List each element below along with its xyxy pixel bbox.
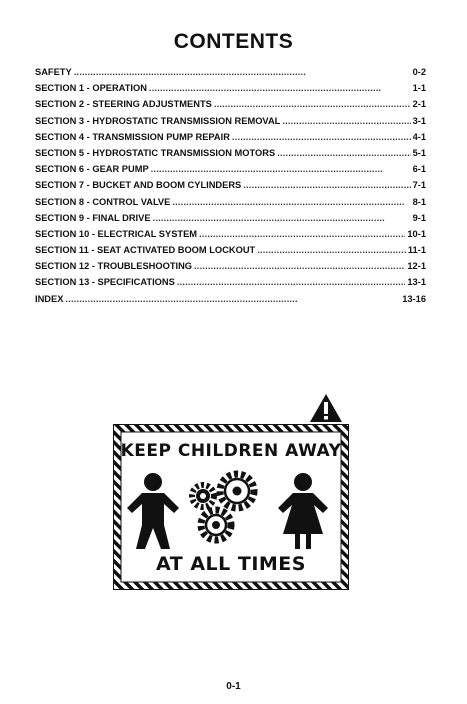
toc-entry[interactable] (35, 67, 426, 83)
toc-entry[interactable] (35, 245, 426, 261)
toc-entry-label: SECTION 4 - TRANSMISSION PUMP REPAIR (35, 131, 230, 142)
toc-entry[interactable] (35, 116, 426, 132)
toc-entry-page: 7-1 (412, 180, 426, 191)
toc-dot-leader (232, 132, 411, 142)
sign-text-line1: KEEP CHILDREN AWAY (120, 441, 342, 461)
toc-entry-label: SAFETY (35, 67, 72, 77)
toc-dot-leader (65, 294, 400, 304)
toc-dot-leader (214, 99, 411, 109)
toc-dot-leader (177, 277, 406, 287)
toc-entry-label: SECTION 10 - ELECTRICAL SYSTEM (35, 228, 198, 239)
toc-entry[interactable] (35, 229, 426, 245)
toc-dot-leader (149, 83, 411, 93)
toc-entry-label: INDEX (35, 293, 64, 304)
toc-entry-page: 12-1 (407, 261, 426, 272)
toc-dot-leader (151, 164, 411, 174)
toc-entry-page: 11-1 (407, 245, 426, 256)
toc-dot-leader (199, 229, 405, 239)
toc-entry[interactable] (35, 294, 426, 310)
toc-entry[interactable] (35, 277, 426, 293)
toc-entry-page: 9-1 (412, 212, 426, 223)
toc-dot-leader (194, 261, 405, 271)
sign-text-line2: AT ALL TIMES (156, 553, 306, 575)
toc-entry[interactable] (35, 197, 426, 213)
toc-entry[interactable] (35, 83, 426, 99)
toc-entry-label: SECTION 1 - OPERATION (35, 83, 147, 94)
toc-dot-leader (243, 180, 410, 190)
toc-entry[interactable] (35, 213, 426, 229)
toc-dot-leader (282, 116, 410, 126)
toc-entry-label: SECTION 9 - FINAL DRIVE (35, 212, 151, 223)
toc-entry[interactable] (35, 180, 426, 196)
toc-entry-page: 1-1 (412, 83, 426, 94)
toc-entry-label: SECTION 6 - GEAR PUMP (35, 164, 149, 175)
toc-entry[interactable] (35, 99, 426, 115)
keep-children-away-sign (113, 424, 349, 590)
toc-entry-page: 13-16 (402, 293, 426, 304)
toc-entry-label: SECTION 3 - HYDROSTATIC TRANSMISSION REMOVAL (35, 115, 281, 126)
toc-entry-page: 13-1 (407, 277, 426, 288)
table-of-contents (35, 67, 426, 310)
toc-dot-leader (153, 213, 411, 223)
toc-entry-label: SECTION 7 - BUCKET AND BOOM CYLINDERS (35, 180, 242, 191)
toc-entry[interactable] (35, 164, 426, 180)
toc-entry-label: SECTION 11 - SEAT ACTIVATED BOOM LOCKOUT (35, 245, 256, 256)
toc-dot-leader (74, 67, 411, 77)
toc-dot-leader (277, 148, 410, 158)
toc-entry[interactable] (35, 148, 426, 164)
toc-entry-label: SECTION 13 - SPECIFICATIONS (35, 277, 175, 288)
page-number: 0-1 (226, 681, 241, 692)
toc-dot-leader (172, 197, 410, 207)
toc-entry-page: 5-1 (412, 147, 426, 158)
page-title: CONTENTS (173, 30, 294, 53)
toc-entry[interactable] (35, 261, 426, 277)
toc-entry-page: 10-1 (407, 228, 426, 239)
toc-entry-label: SECTION 2 - STEERING ADJUSTMENTS (35, 99, 212, 110)
toc-entry[interactable] (35, 132, 426, 148)
toc-entry-page: 2-1 (412, 99, 426, 110)
toc-entry-page: 0-2 (412, 67, 426, 77)
toc-dot-leader (257, 245, 406, 255)
warning-triangle-icon (309, 393, 343, 423)
toc-entry-label: SECTION 12 - TROUBLESHOOTING (35, 261, 193, 272)
toc-entry-page: 3-1 (412, 115, 426, 126)
toc-entry-page: 6-1 (412, 164, 426, 175)
toc-entry-page: 8-1 (412, 196, 426, 207)
toc-entry-label: SECTION 5 - HYDROSTATIC TRANSMISSION MOTORS (35, 147, 276, 158)
toc-entry-page: 4-1 (412, 131, 426, 142)
toc-entry-label: SECTION 8 - CONTROL VALVE (35, 196, 171, 207)
